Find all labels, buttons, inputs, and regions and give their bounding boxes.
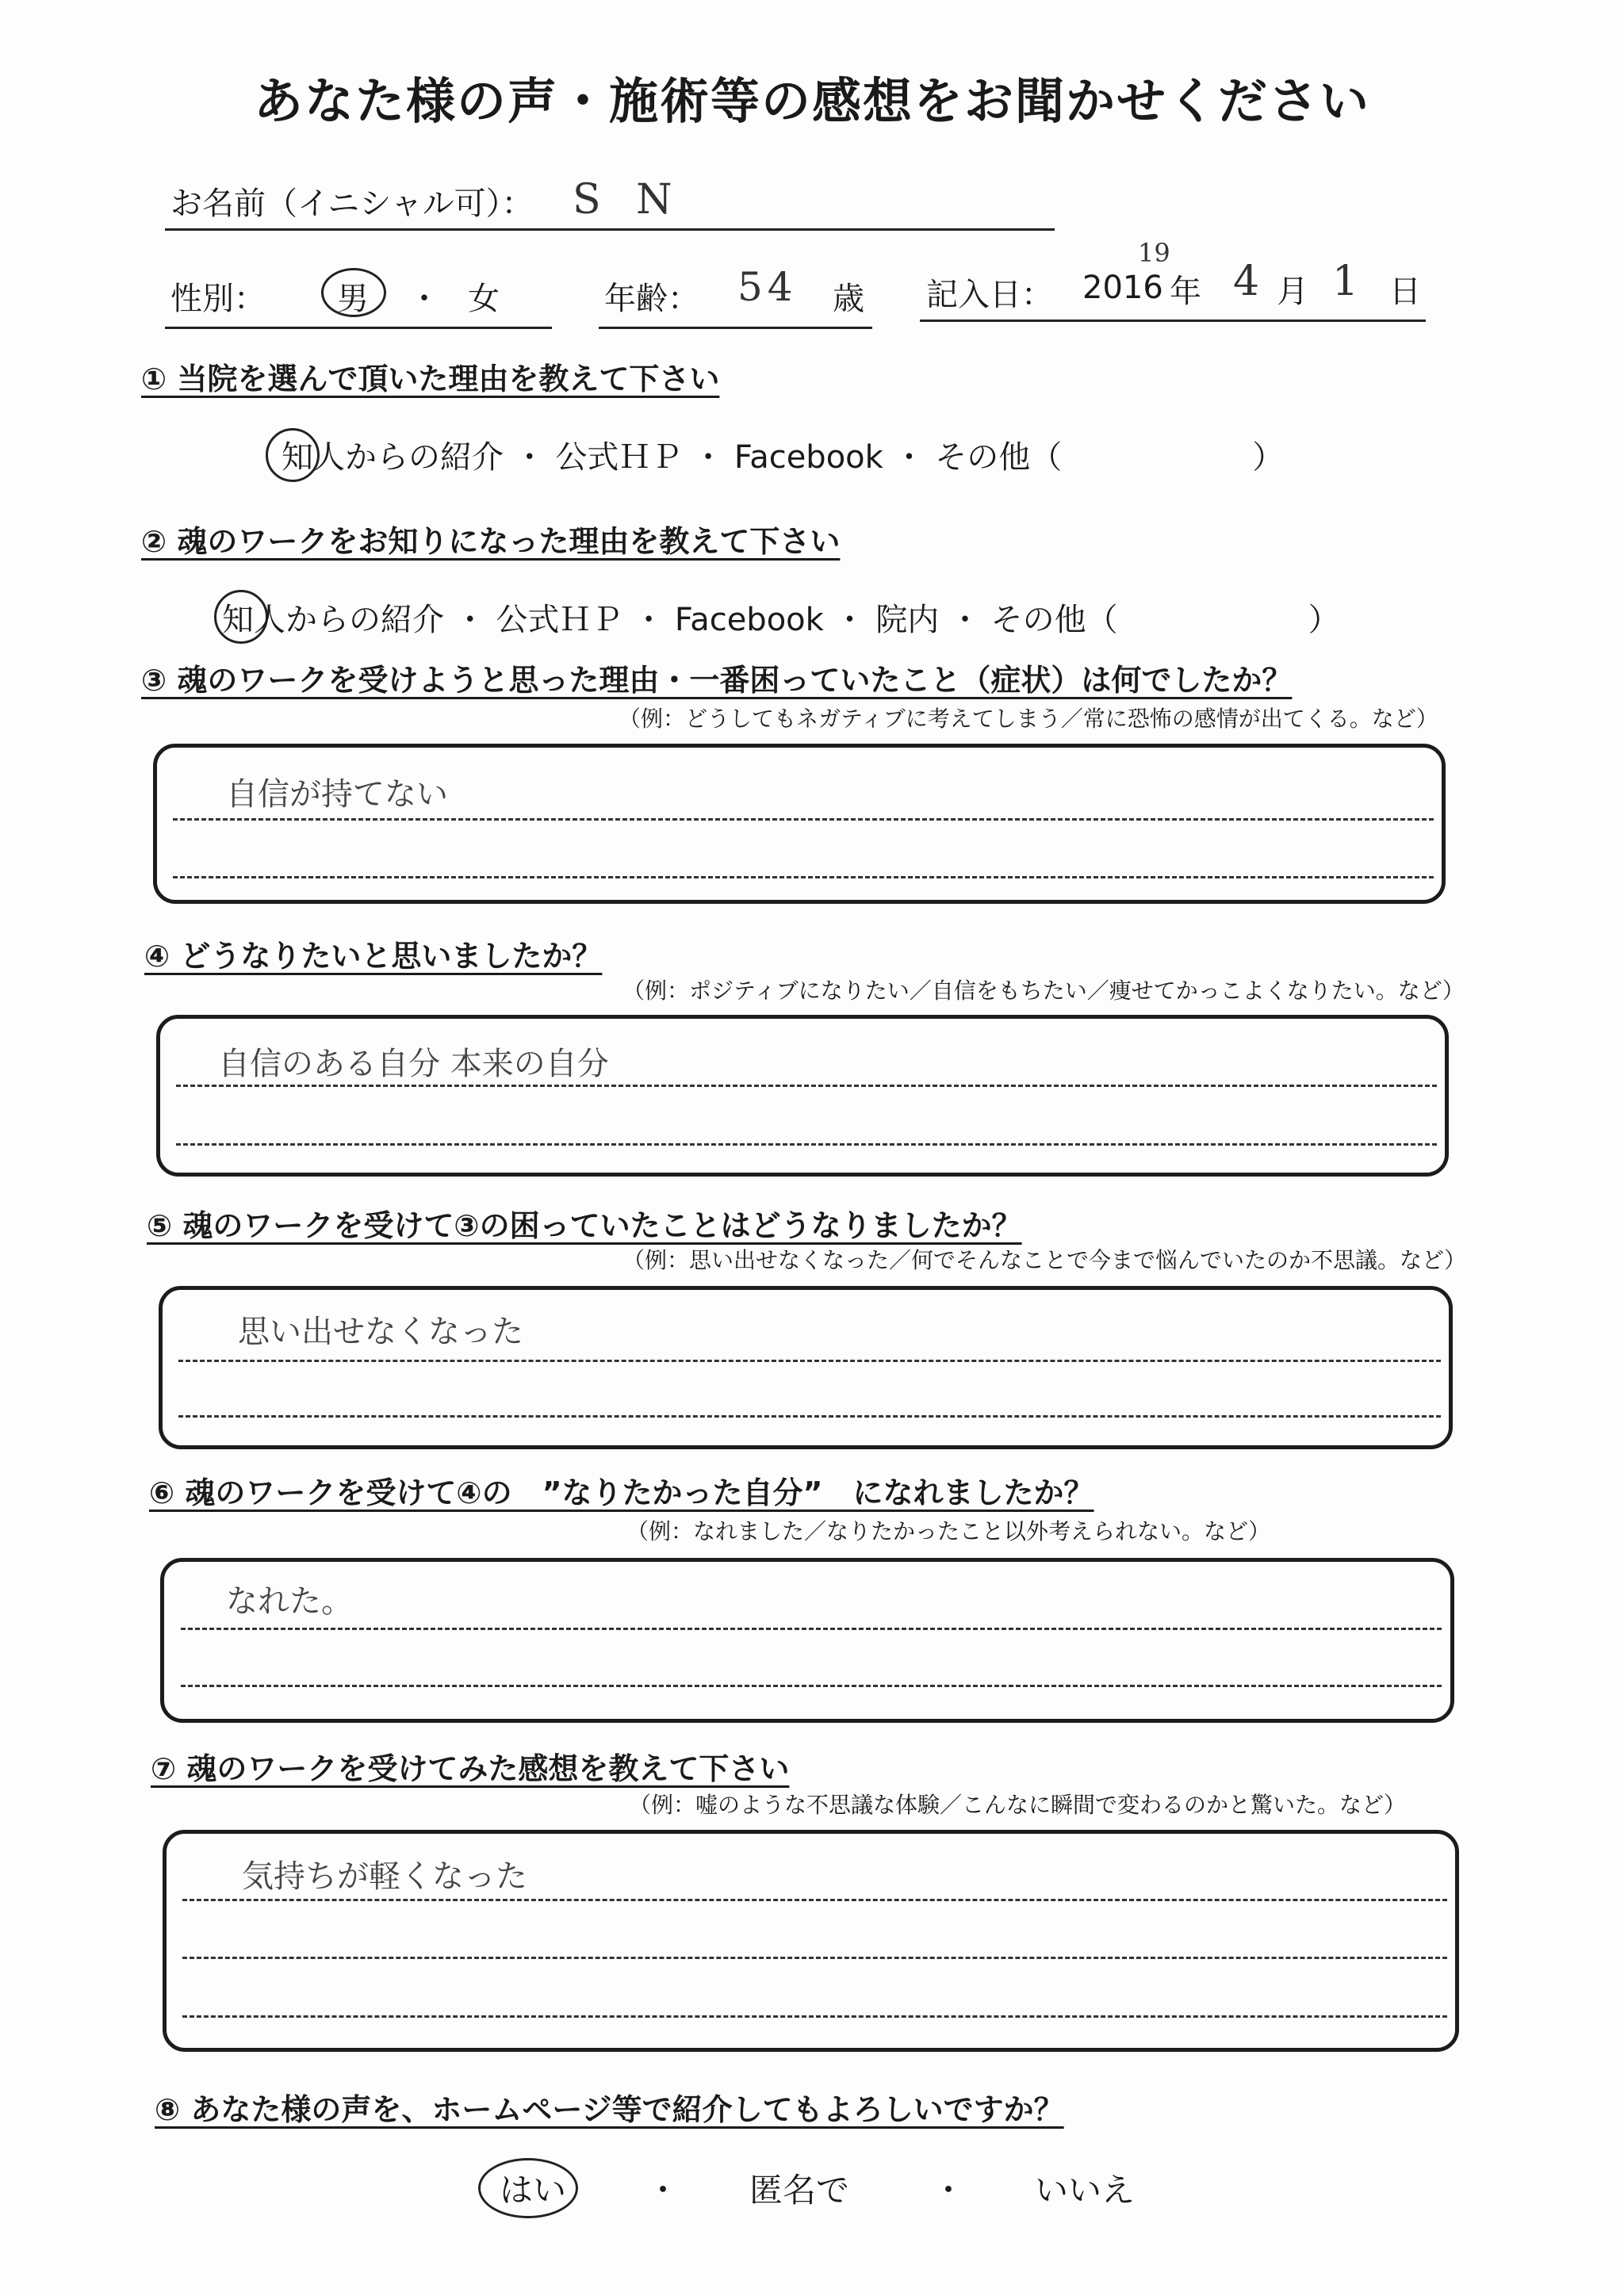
q7-heading: ⑦ 魂のワークを受けてみた感想を教えて下さい (151, 1751, 790, 1786)
page-title: あなた様の声・施術等の感想をお聞かせください (253, 72, 1370, 130)
name-value[interactable]: S N (573, 176, 684, 224)
q8-separator: ・ (646, 2171, 680, 2210)
q6-example: （例：なれました／なりたかったこと以外考えられない。など） (626, 1518, 1271, 1544)
q6-answer-box[interactable] (160, 1558, 1454, 1723)
q3-dashed-line (173, 818, 1434, 821)
name-underline (165, 228, 1055, 231)
q4-heading: ④ どうなりたいと思いましたか？ (144, 939, 603, 974)
q5-dashed-line (178, 1415, 1441, 1418)
date-year[interactable]: 2016 (1082, 270, 1163, 306)
q4-answer: 自信のある自分 本来の自分 (218, 1046, 609, 1082)
q2-heading: ② 魂のワークをお知りになった理由を教えて下さい (141, 524, 841, 559)
q6-heading: ⑥ 魂のワークを受けて④の ”なりたかった自分” になれましたか？ (149, 1475, 1094, 1510)
age-underline (599, 327, 872, 329)
q4-dashed-line (176, 1085, 1437, 1087)
name-label: お名前（イニシャル可）： (170, 186, 534, 222)
q3-dashed-line (173, 876, 1434, 878)
q7-dashed-line (182, 1957, 1447, 1959)
age-label: 年齢： (604, 281, 699, 317)
q3-answer-box[interactable] (153, 744, 1446, 904)
q6-dashed-line (181, 1628, 1442, 1630)
q6-answer: なれた。 (226, 1583, 353, 1620)
age-unit: 歳 (833, 281, 864, 317)
q4-dashed-line (176, 1143, 1437, 1146)
q5-dashed-line (178, 1360, 1441, 1362)
q5-answer: 思い出せなくなった (238, 1314, 523, 1350)
q3-heading: ③ 魂のワークを受けようと思った理由・一番困っていたこと（症状）は何でしたか？ (141, 663, 1293, 698)
q7-dashed-line (182, 1899, 1447, 1901)
date-year-correction: 19 (1138, 238, 1170, 268)
q7-dashed-line (182, 2015, 1447, 2018)
q6-dashed-line (181, 1685, 1442, 1687)
date-year-unit: 年 (1170, 274, 1201, 310)
date-label: 記入日： (926, 277, 1053, 313)
q5-example: （例：思い出せなくなった／何でそんなことで今まで悩んでいたのか不思議。など） (622, 1247, 1467, 1273)
gender-label: 性別： (170, 281, 266, 317)
q8-no-option[interactable]: いいえ (1035, 2171, 1136, 2210)
q4-example: （例：ポジティブになりたい／自信をもちたい／痩せてかっこよくなりたい。など） (622, 978, 1465, 1004)
date-month[interactable]: 4 (1233, 258, 1260, 305)
q1-options[interactable]: 知人からの紹介 ・ 公式ＨＰ ・ Facebook ・ その他（ ） (282, 439, 1285, 476)
gender-separator: ・ (408, 281, 440, 317)
q8-separator: ・ (932, 2171, 966, 2210)
q2-options[interactable]: 知人からの紹介 ・ 公式ＨＰ ・ Facebook ・ 院内 ・ その他（ ） (222, 602, 1340, 638)
gender-underline (165, 327, 552, 329)
q7-answer: 気持ちが軽くなった (242, 1858, 527, 1895)
date-month-unit: 月 (1277, 274, 1308, 310)
gender-female-option[interactable]: 女 (468, 281, 500, 317)
q8-heading: ⑧ あなた様の声を、ホームページ等で紹介してもよろしいですか？ (155, 2092, 1064, 2127)
q8-anonymous-option[interactable]: 匿名で (749, 2171, 850, 2210)
date-day[interactable]: 1 (1332, 258, 1359, 305)
q7-example: （例：嘘のような不思議な体験／こんなに瞬間で変わるのかと驚いた。など） (629, 1792, 1407, 1818)
age-value[interactable]: 54 (737, 264, 798, 310)
date-underline (920, 320, 1426, 322)
q1-heading: ① 当院を選んで頂いた理由を教えて下さい (141, 362, 720, 396)
gender-male-option[interactable]: 男 (337, 281, 369, 317)
q5-heading: ⑤ 魂のワークを受けて③の困っていたことはどうなりましたか？ (147, 1208, 1022, 1243)
q3-answer: 自信が持てない (226, 776, 448, 813)
q3-example: （例：どうしてもネガティブに考えてしまう／常に恐怖の感情が出てくる。など） (619, 706, 1438, 732)
date-day-unit: 日 (1389, 274, 1421, 310)
q8-yes-option[interactable]: はい (500, 2171, 567, 2210)
